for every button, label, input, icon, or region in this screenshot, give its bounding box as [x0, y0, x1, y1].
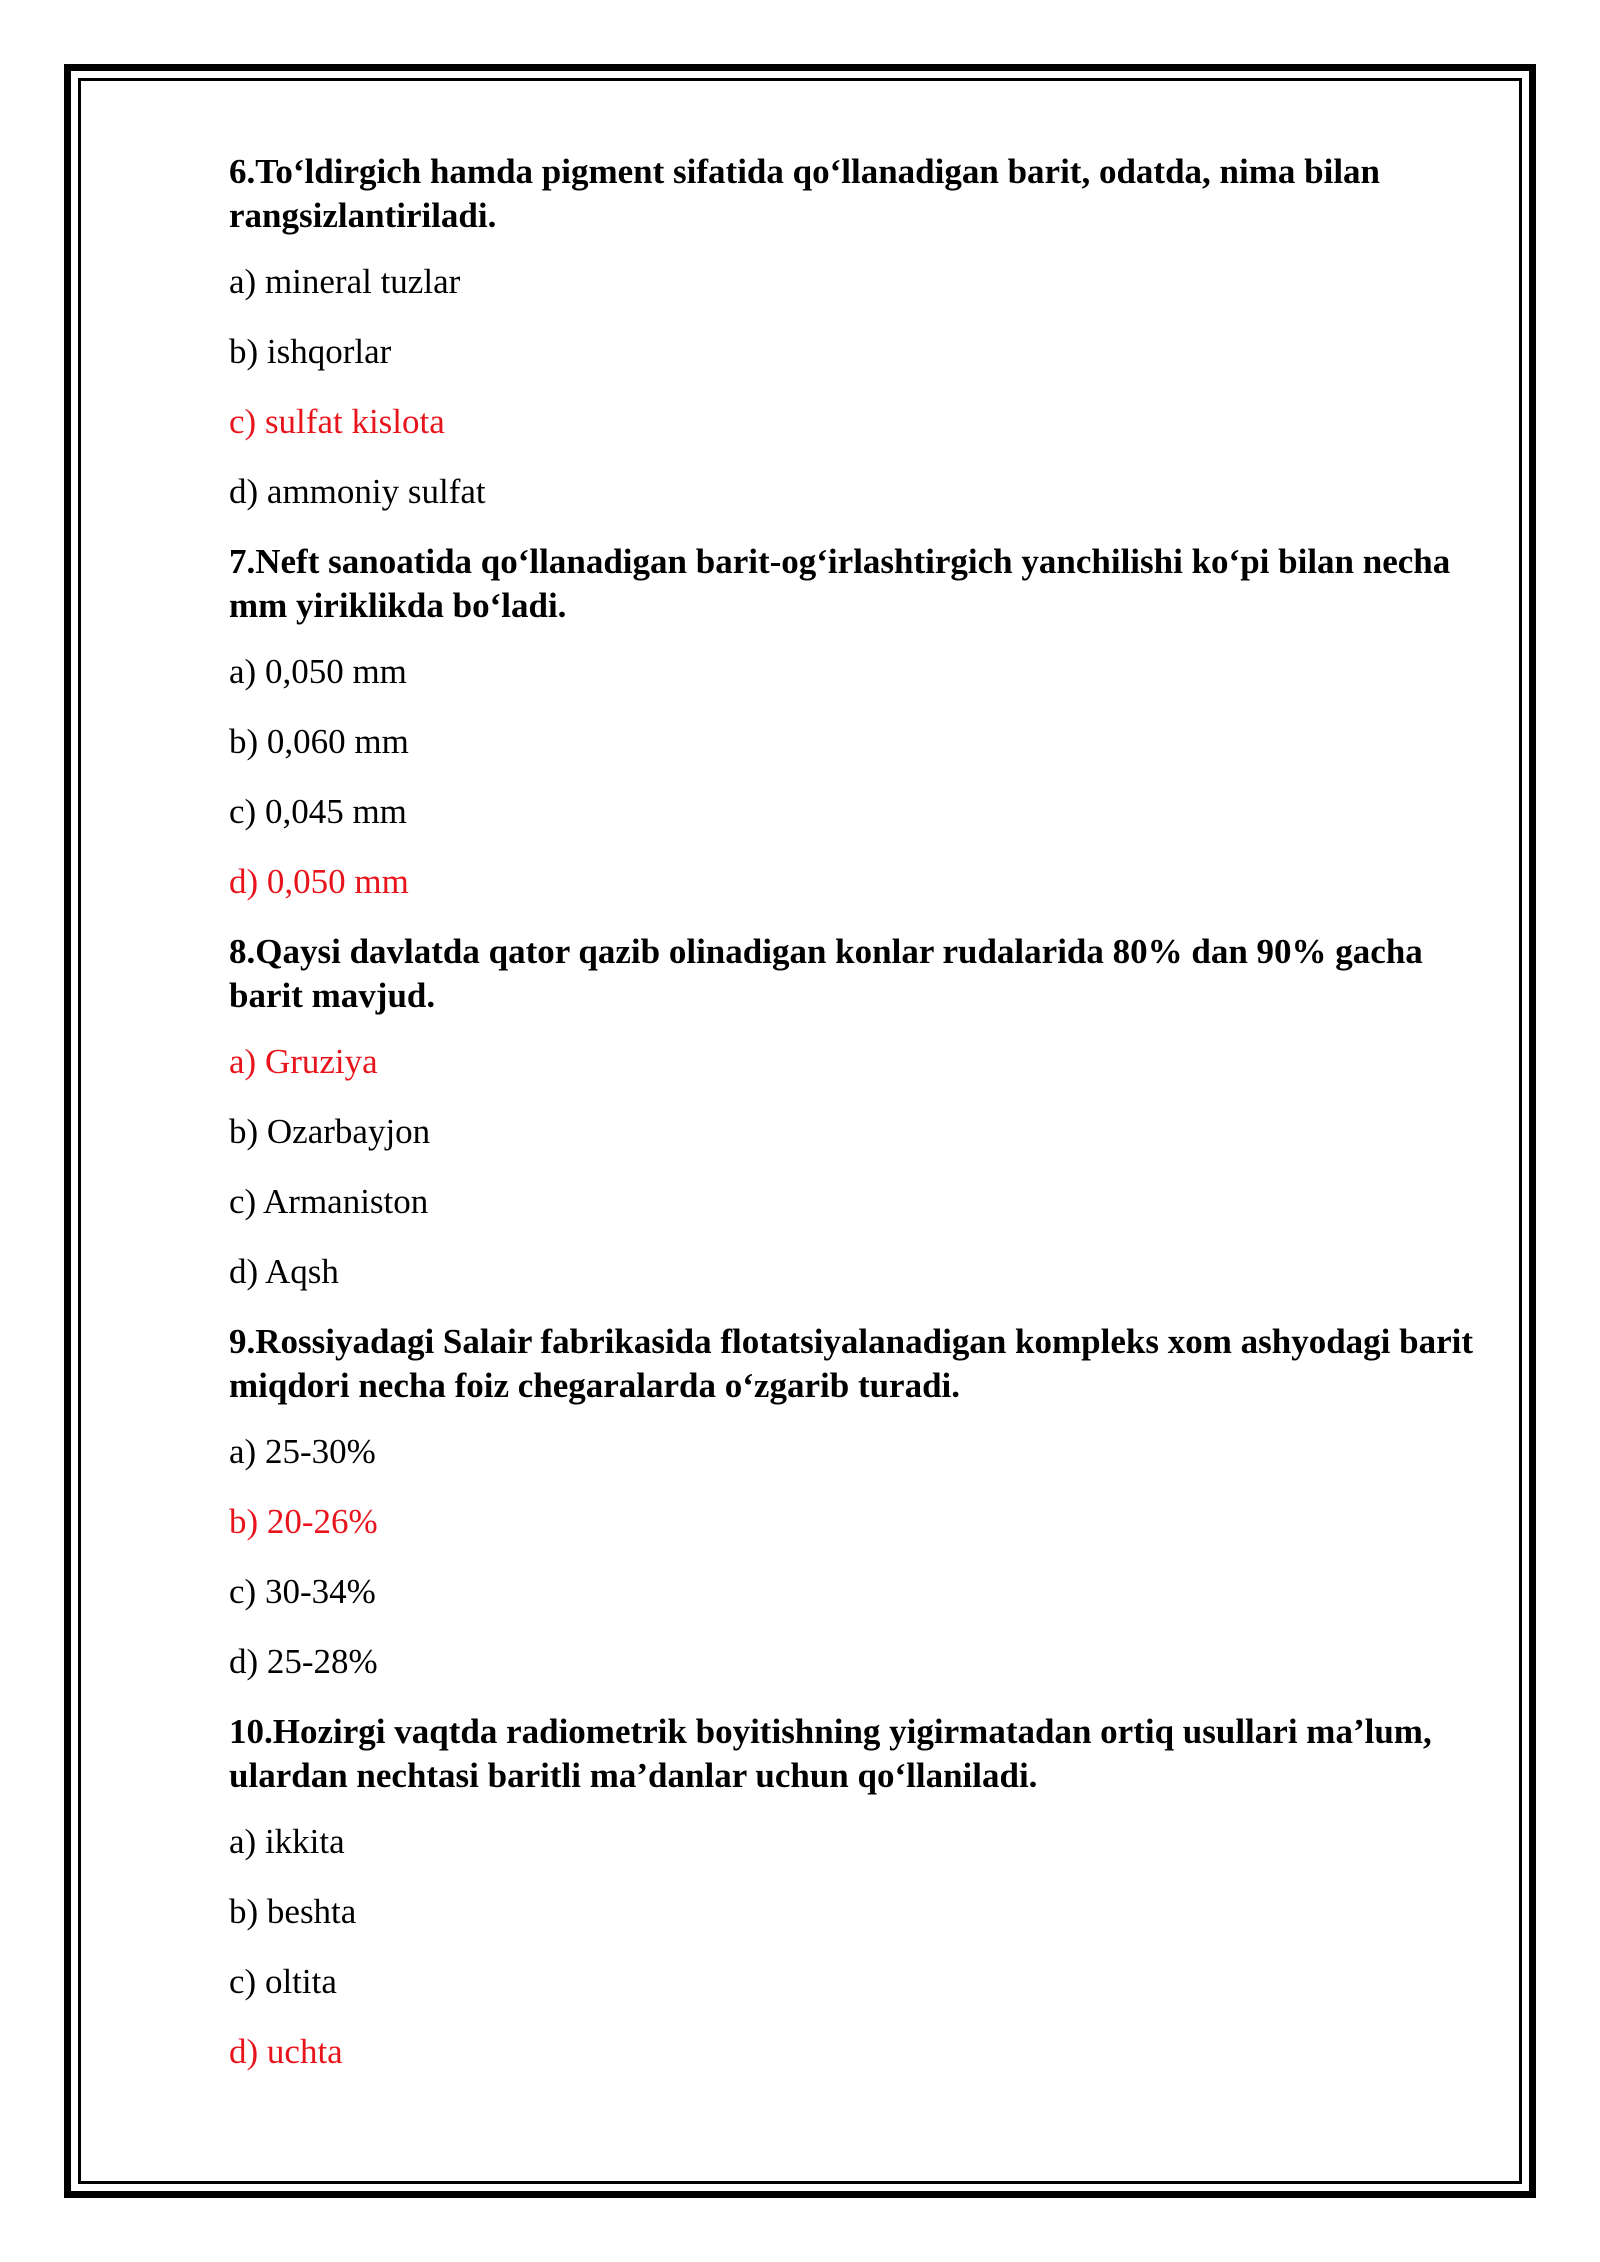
answer-option-b: b) ishqorlar — [229, 332, 392, 371]
answer-option-d: d) uchta — [229, 2032, 343, 2071]
answer-option-d: d) 0,050 mm — [229, 862, 409, 901]
question-block-10 — [229, 1710, 1489, 2074]
answer-option-c: c) Armaniston — [229, 1182, 429, 1221]
question-text: 8.Qaysi davlatda qator qazib olinadigan konlar rudalarida 80% dan 90% gacha barit mavjud. — [229, 932, 1423, 1015]
answer-option-a: a) ikkita — [229, 1822, 345, 1861]
question-text: 9.Rossiyadagi Salair fabrikasida flotatsiyalanadigan kompleks xom ashyodagi barit miqdori necha foiz chegaralarda o‘zgarib turadi. — [229, 1322, 1474, 1405]
answer-option-d: d) ammoniy sulfat — [229, 472, 486, 511]
answer-option-b: b) beshta — [229, 1892, 357, 1931]
answer-option-b: b) 0,060 mm — [229, 722, 409, 761]
question-text: 10.Hozirgi vaqtda radiometrik boyitishning yigirmatadan ortiq usullari ma’lum, ulardan nechtasi baritli ma’danlar uchun qo‘llaniladi. — [229, 1712, 1432, 1795]
question-text: 6.To‘ldirgich hamda pigment sifatida qo‘llanadigan barit, odatda, nima bilan rangsizlantiriladi. — [229, 152, 1381, 235]
answer-option-c: c) 30-34% — [229, 1572, 376, 1611]
answer-option-c: c) 0,045 mm — [229, 792, 407, 831]
question-block-6 — [229, 150, 1489, 514]
question-block-8 — [229, 930, 1489, 1294]
answer-option-c: c) oltita — [229, 1962, 337, 2001]
answer-option-b: b) Ozarbayjon — [229, 1112, 431, 1151]
answer-option-a: a) mineral tuzlar — [229, 262, 461, 301]
answer-option-b: b) 20-26% — [229, 1502, 378, 1541]
answer-option-a: a) 0,050 mm — [229, 652, 407, 691]
question-block-9 — [229, 1320, 1489, 1684]
answer-option-a: a) Gruziya — [229, 1042, 378, 1081]
question-block-7 — [229, 540, 1489, 904]
answer-option-d: d) Aqsh — [229, 1252, 339, 1291]
question-text: 7.Neft sanoatida qo‘llanadigan barit-og‘irlashtirgich yanchilishi ko‘pi bilan necha mm yiriklikda bo‘ladi. — [229, 542, 1451, 625]
answer-option-d: d) 25-28% — [229, 1642, 378, 1681]
answer-option-a: a) 25-30% — [229, 1432, 376, 1471]
answer-option-c: c) sulfat kislota — [229, 402, 445, 441]
quiz-content — [229, 150, 1489, 2100]
